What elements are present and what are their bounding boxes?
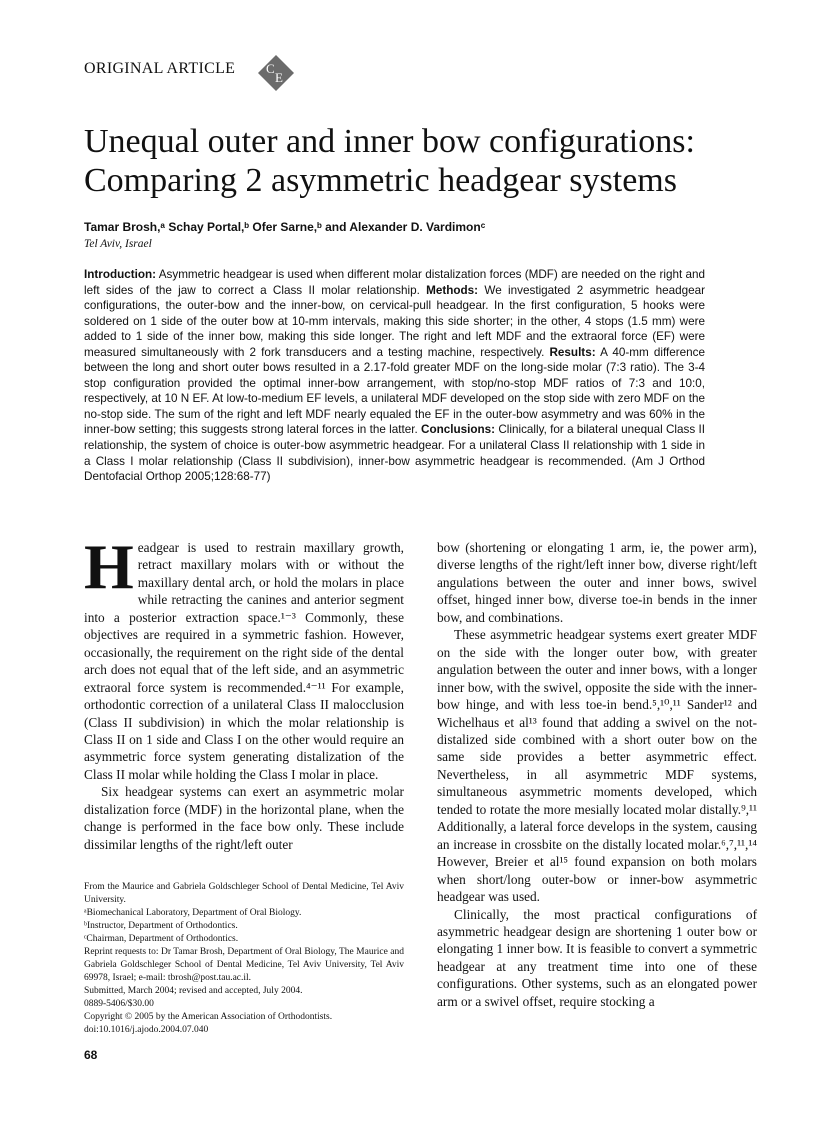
- footnote-a: ᵃBiomechanical Laboratory, Department of Oral Biology.: [84, 908, 302, 918]
- abstract-conclusions-label: Conclusions:: [421, 423, 496, 437]
- footnote-copyright: Copyright © 2005 by the American Association of Orthodontists.: [84, 1012, 333, 1022]
- paragraph-text: eadgear is used to restrain maxillary growth, retract maxillary molars with or without the maxillary dental arch, or hold the molars in place while retracting the canines and anterior segment into a posterior extraction space.¹⁻³ Commonly, these objectives are required in a symmetric fashion. However, occasionally, the requirement on the right side of the dental arch does not equal that of the left side, and an asymmetric extraoral force system is recommended.⁴⁻¹¹ For example, orthodontic correction of a unilateral Class II malocclusion (Class II subdivision) in which the molar relationship is Class II on 1 side and Class I on the other would require an asymmetric force system generating distalization of the Class II molar while holding the Class I molar in place.: [84, 540, 404, 782]
- body-paragraph: Six headgear systems can exert an asymmetric molar distalization force (MDF) in the horizontal plane, when the change is performed in the face bow only. These include dissimilar lengths of the right/left outer: [84, 784, 404, 852]
- ce-logo-icon: [258, 55, 294, 91]
- page-number: 68: [84, 1048, 98, 1062]
- footnote-doi: doi:10.1016/j.ajodo.2004.07.040: [84, 1025, 209, 1035]
- drop-cap: H: [84, 531, 134, 602]
- article-title: Unequal outer and inner bow configurations: Comparing 2 asymmetric headgear systems: [84, 123, 695, 199]
- author-location: Tel Aviv, Israel: [84, 238, 152, 250]
- abstract-intro: Asymmetric headgear is used when different molar distalization forces (MDF) are needed on the right and left sides of the jaw to correct a Class II molar relationship.: [84, 268, 705, 297]
- footnote-b: ᵇInstructor, Department of Orthodontics.: [84, 921, 238, 931]
- abstract-methods: We investigated 2 asymmetric headgear configurations, the outer-bow and the inner-bow, on cervical-pull headgear. In the first configuration, 5 hooks were soldered on 1 side of the outer bow at 10-mm intervals, making this side shorter; in the other, 4 stops (1.5 mm) were added to 1 side of the inner bow, making this side longer. The right and left MDF and the extraoral force (EF) were measured simultaneously with 2 fork transducers and a testing machine, respectively.: [84, 283, 705, 359]
- svg-text:C: C: [266, 61, 275, 76]
- body-column-right: [437, 539, 757, 1010]
- body-paragraph: [84, 531, 404, 783]
- footnote-c: ᶜChairman, Department of Orthodontics.: [84, 934, 239, 944]
- abstract-results: A 40-mm difference between the long and short outer bows resulted in a 2.17-fold greater MDF on the long-side molar (7:3 ratio). The 3-4 stop configuration provided the optimal inner-bow arrangement, with stop/no-stop MDF ratios of 7:3 and 10:0, respectively, at 10 N EF. At low-to-medium EF levels, a unilateral MDF developed on the stop side with zero MDF on the no-stop side. The sum of the right and left MDF nearly equaled the EF in the outer-bow asymmetry and was 60% in the inner-bow setting; this suggests strong lateral forces in the latter.: [84, 345, 705, 437]
- footnote-submitted: Submitted, March 2004; revised and accepted, July 2004.: [84, 986, 303, 996]
- abstract-intro-label: Introduction:: [84, 268, 157, 281]
- abstract: [84, 267, 705, 485]
- footnotes: [84, 881, 404, 1037]
- footnote-reprint: Reprint requests to: Dr Tamar Brosh, Department of Oral Biology, The Maurice and Gabriela Goldschleger School of Dental Medicine, Tel Aviv University, Tel Aviv 69978, Israel; e-mail: tbrosh@post.tau.ac.il.: [84, 947, 404, 983]
- abstract-methods-label: Methods:: [426, 283, 479, 297]
- body-paragraph: Clinically, the most practical configurations of asymmetric headgear design are shortening 1 outer bow or elongating 1 inner bow. It is feasible to convert a symmetric headgear at any treatment time into one of these configurations. Other systems, such as an elongated power arm or a swivel offset, require stocking a: [437, 906, 757, 1009]
- body-column-left: [84, 531, 404, 853]
- abstract-conclusions: Clinically, for a bilateral unequal Class II relationship, the system of choice is outer-bow asymmetric headgear. For a unilateral Class II relationship with 1 side in a Class I molar relationship (Class II subdivision), inner-bow asymmetric headgear is recommended. (Am J Orthod Dentofacial Orthop 2005;128:68-77): [84, 423, 705, 484]
- body-paragraph: bow (shortening or elongating 1 arm, ie, the power arm), diverse lengths of the right/left inner bow, diverse right/left angulations between the outer and inner bows, swivel offset, hinged inner bow, diverse toe-in bends in the inner bow, and combinations.: [437, 540, 757, 625]
- author-list: Tamar Brosh,ᵃ Schay Portal,ᵇ Ofer Sarne,ᵇ and Alexander D. Vardimonᶜ: [84, 220, 486, 234]
- body-paragraph: These asymmetric headgear systems exert greater MDF on the side with the longer outer bow, with greater angulation between the outer and inner bows, with a longer inner bow, with the swivel, opposite the side with the inner-bow hinge, and with less toe-in bend.⁵,¹⁰,¹¹ Sander¹² and Wichelhaus et al¹³ found that adding a swivel on the not-distalized side combined with a short outer bow on the same side provides a better asymmetric effect. Nevertheless, in all asymmetric MDF systems, simultaneous asymmetric moments developed, which tended to rotate the more mesially located molar distally.⁹,¹¹ Additionally, a lateral force develops in the system, causing an increase in crossbite on the distally located molar.⁶,⁷,¹¹,¹⁴ However, Breier et al¹⁵ found expansion on both molars when short/long outer-bow or inner-bow asymmetric headgear was used.: [437, 627, 757, 905]
- footnote-affiliation: From the Maurice and Gabriela Goldschleger School of Dental Medicine, Tel Aviv University.: [84, 882, 404, 905]
- abstract-results-label: Results:: [549, 345, 596, 359]
- footnote-issn: 0889-5406/$30.00: [84, 999, 154, 1009]
- svg-text:E: E: [275, 70, 283, 85]
- article-type-label: ORIGINAL ARTICLE: [84, 60, 236, 77]
